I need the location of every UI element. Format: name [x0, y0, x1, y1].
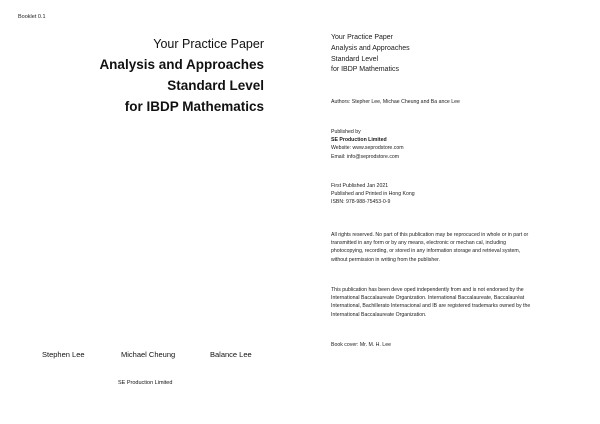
- trademark-notice: [331, 286, 589, 319]
- imprint-publisher: [331, 128, 404, 161]
- imprint-title: [331, 33, 410, 76]
- notice-line: International, Bachillerato Internacional and IB are registered trademarks owned by the: [331, 303, 531, 310]
- rights-line: All rights reserved. No part of this publication may be reprocuced in whole or in part or: [331, 232, 529, 238]
- notice-line: International Baccalaureate Organization.: [331, 311, 427, 318]
- cover-title-line2: Analysis and Approaches: [99, 57, 264, 72]
- rights-statement: [331, 231, 589, 264]
- publisher-name: SE Production Limited: [118, 380, 173, 386]
- cover-title: [99, 34, 264, 117]
- publisher-website: Website: www.seprodstore.com: [331, 145, 404, 152]
- author-name: Balance Lee: [210, 350, 252, 359]
- imprint-authors: Authors: Stepher Lee, Michae Cheung and Ba ance Lee: [331, 99, 460, 105]
- rights-line: photocopying, recording, or stored in any information storage and retrieval system,: [331, 248, 521, 255]
- publisher-email: Email: info@seprodstore.com: [331, 153, 400, 160]
- cover-title-line3: Standard Level: [167, 78, 264, 93]
- rights-line: without permission in writing from the publisher.: [331, 256, 440, 263]
- first-published: First Published Jan 2021: [331, 183, 389, 189]
- rights-line: transmitted in any form or by any means, electronic or mechan cal, including: [331, 240, 507, 247]
- publication-info: [331, 182, 415, 207]
- publisher-company: SE Production Limited: [331, 137, 387, 144]
- isbn: ISBN: 978-988-75453-0-9: [331, 199, 391, 206]
- author-name: Michael Cheung: [121, 350, 176, 359]
- cover-title-line4: for IBDP Mathematics: [124, 99, 264, 114]
- published-by-label: Published by: [331, 129, 361, 135]
- cover-title-line1: Your Practice Paper: [153, 37, 264, 51]
- printed-in: Published and Printed in Hong Kong: [331, 191, 415, 198]
- cover-credit: Book cover: Mr. M. H. Lee: [331, 342, 391, 348]
- imprint-title-line: for IBDP Mathematics: [331, 66, 399, 74]
- notice-line: International Baccalaureate Organization. International Baccalaureate, Baccalauréat: [331, 295, 525, 302]
- imprint-title-line: Standard Level: [331, 55, 379, 63]
- imprint-title-line: Your Practice Paper: [331, 34, 393, 41]
- author-name: Stephen Lee: [42, 350, 85, 359]
- booklet-label: Booklet 0.1: [18, 14, 46, 20]
- notice-line: This publication has been deve oped independently from and is not endorsed by the: [331, 287, 524, 293]
- imprint-title-line: Analysis and Approaches: [331, 44, 410, 52]
